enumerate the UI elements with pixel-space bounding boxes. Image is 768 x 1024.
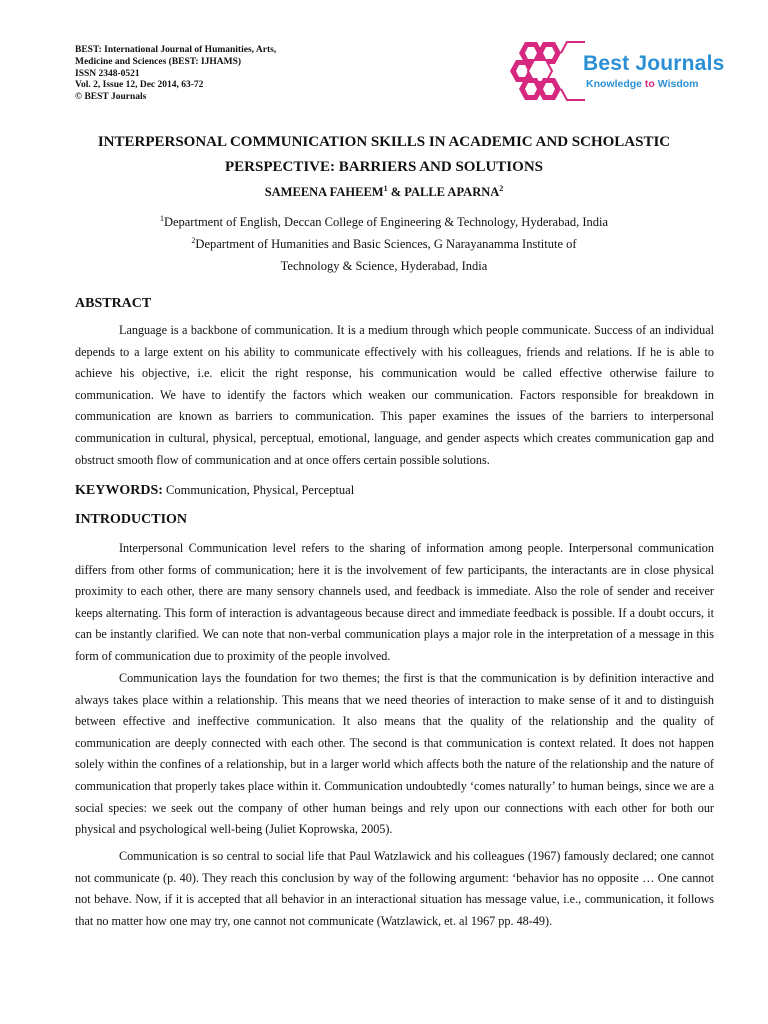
abstract-heading: ABSTRACT — [75, 296, 152, 311]
logo-tagline — [586, 78, 699, 90]
keywords-line — [75, 483, 354, 499]
best-journals-logo — [505, 36, 723, 106]
journal-masthead — [75, 45, 375, 104]
author-2: PALLE APARNA — [404, 185, 500, 200]
affiliation-2-line2: Technology & Science, Hyderabad, India — [280, 259, 488, 274]
introduction-heading: INTRODUCTION — [75, 512, 188, 527]
affiliation-2-line1: Department of Humanities and Basic Sciences, G Narayanamma Institute of — [195, 237, 577, 252]
hexagon-cluster-icon — [505, 36, 585, 106]
paper-title-line2: PERSPECTIVE: BARRIERS AND SOLUTIONS — [225, 159, 543, 175]
keywords-text: Communication, Physical, Perceptual — [162, 483, 355, 497]
author-1: SAMEENA FAHEEM — [264, 185, 384, 200]
journal-issn: ISSN 2348-0521 — [75, 68, 140, 79]
paper-title — [60, 130, 708, 180]
journal-name-line1: BEST: International Journal of Humanities, Arts, — [75, 45, 277, 55]
affiliation-2-mark: 2 — [191, 236, 196, 245]
paper-title-line1: INTERPERSONAL COMMUNICATION SKILLS IN ACADEMIC AND SCHOLASTIC — [97, 134, 671, 150]
affiliation-1-mark: 1 — [159, 214, 164, 223]
author-separator: & — [387, 185, 405, 200]
keywords-label: KEYWORDS: — [75, 483, 163, 498]
journal-name-line2: Medicine and Sciences (BEST: IJHAMS) — [75, 56, 242, 67]
tagline-part2: Wisdom — [654, 78, 699, 90]
intro-paragraph-3: Communication is so central to social life that Paul Watzlawick and his colleagues (1967) famously declared; one cannot not communicate (p. 40). They reach this conclusion by way of the following argument: ‘behavior has no opposite … One cannot not behave. Now, if it is accepted that all behavior in an interactional situation has message value, i.e., communication, it follows that no matter how one may try, one cannot not communicate (Watzlawick, et. al 1967 pp. 48-49). — [75, 849, 714, 928]
affiliation-1-text: Department of English, Deccan College of Engineering & Technology, Hyderabad, India — [163, 215, 609, 230]
tagline-to: to — [644, 78, 655, 90]
affiliation-2 — [60, 230, 708, 277]
intro-paragraph-1: Interpersonal Communication level refers to the sharing of information among people. Interpersonal communication differs from other forms of communication; here it is the involvement of few participants, the interactants are in close physical proximity to each other, there are many sensory channels used, and feedback is immediate. Also the role of sender and receiver keeps alternating. This form of interaction is advantageous because direct and immediate feedback is possible. If a doubt occurs, it can be instantly clarified. We can note that non-verbal communication plays a major role in the interpretation of a message in this form of communication due to proximity of the people involved. — [75, 541, 714, 663]
journal-copyright: © BEST Journals — [75, 92, 147, 103]
tagline-part1: Knowledge — [586, 78, 645, 90]
logo-title: Best Journals — [583, 52, 725, 75]
author-1-mark: 1 — [383, 184, 388, 193]
author-2-mark: 2 — [499, 184, 504, 193]
journal-volume: Vol. 2, Issue 12, Dec 2014, 63-72 — [75, 80, 204, 91]
author-line — [60, 184, 708, 200]
intro-paragraph-2: Communication lays the foundation for two themes; the first is that the communication is by definition interactive and always takes place within a relationship. This means that we need theories of interaction to make sense of it and to distinguish between effective and ineffective communication. It also means that the quality of the relationship and the quality of communication are deeply connected with each other. The second is that communication is context related. It does not happen solely within the confines of a relationship, but in a larger world which affects both the nature of the relationship and the nature of communication that properly takes place within it. Communication undoubtedly ‘comes naturally’ to human beings, since we are a social species: we seek out the company of other human beings and rely upon our connections with each other for both our physical and psychological well-being (Juliet Koprowska, 2005). — [75, 671, 714, 837]
abstract-text: Language is a backbone of communication. It is a medium through which people communicate. Success of an individual depends to a large extent on his ability to communicate effectively with his colleagues, friends and relations. If he is able to achieve his objective, i.e. elicit the right response, his communication would be called effective otherwise failure to communication. We have to identify the factors which weaken our communication. Factors responsible for breakdown in communication are known as barriers to communication. This paper examines the issues of the barriers to interpersonal communication in cultural, physical, perceptual, emotional, language, and gender aspects which creates communication gap and obstruct smooth flow of communication and at once offers certain possible solutions. — [75, 323, 714, 467]
